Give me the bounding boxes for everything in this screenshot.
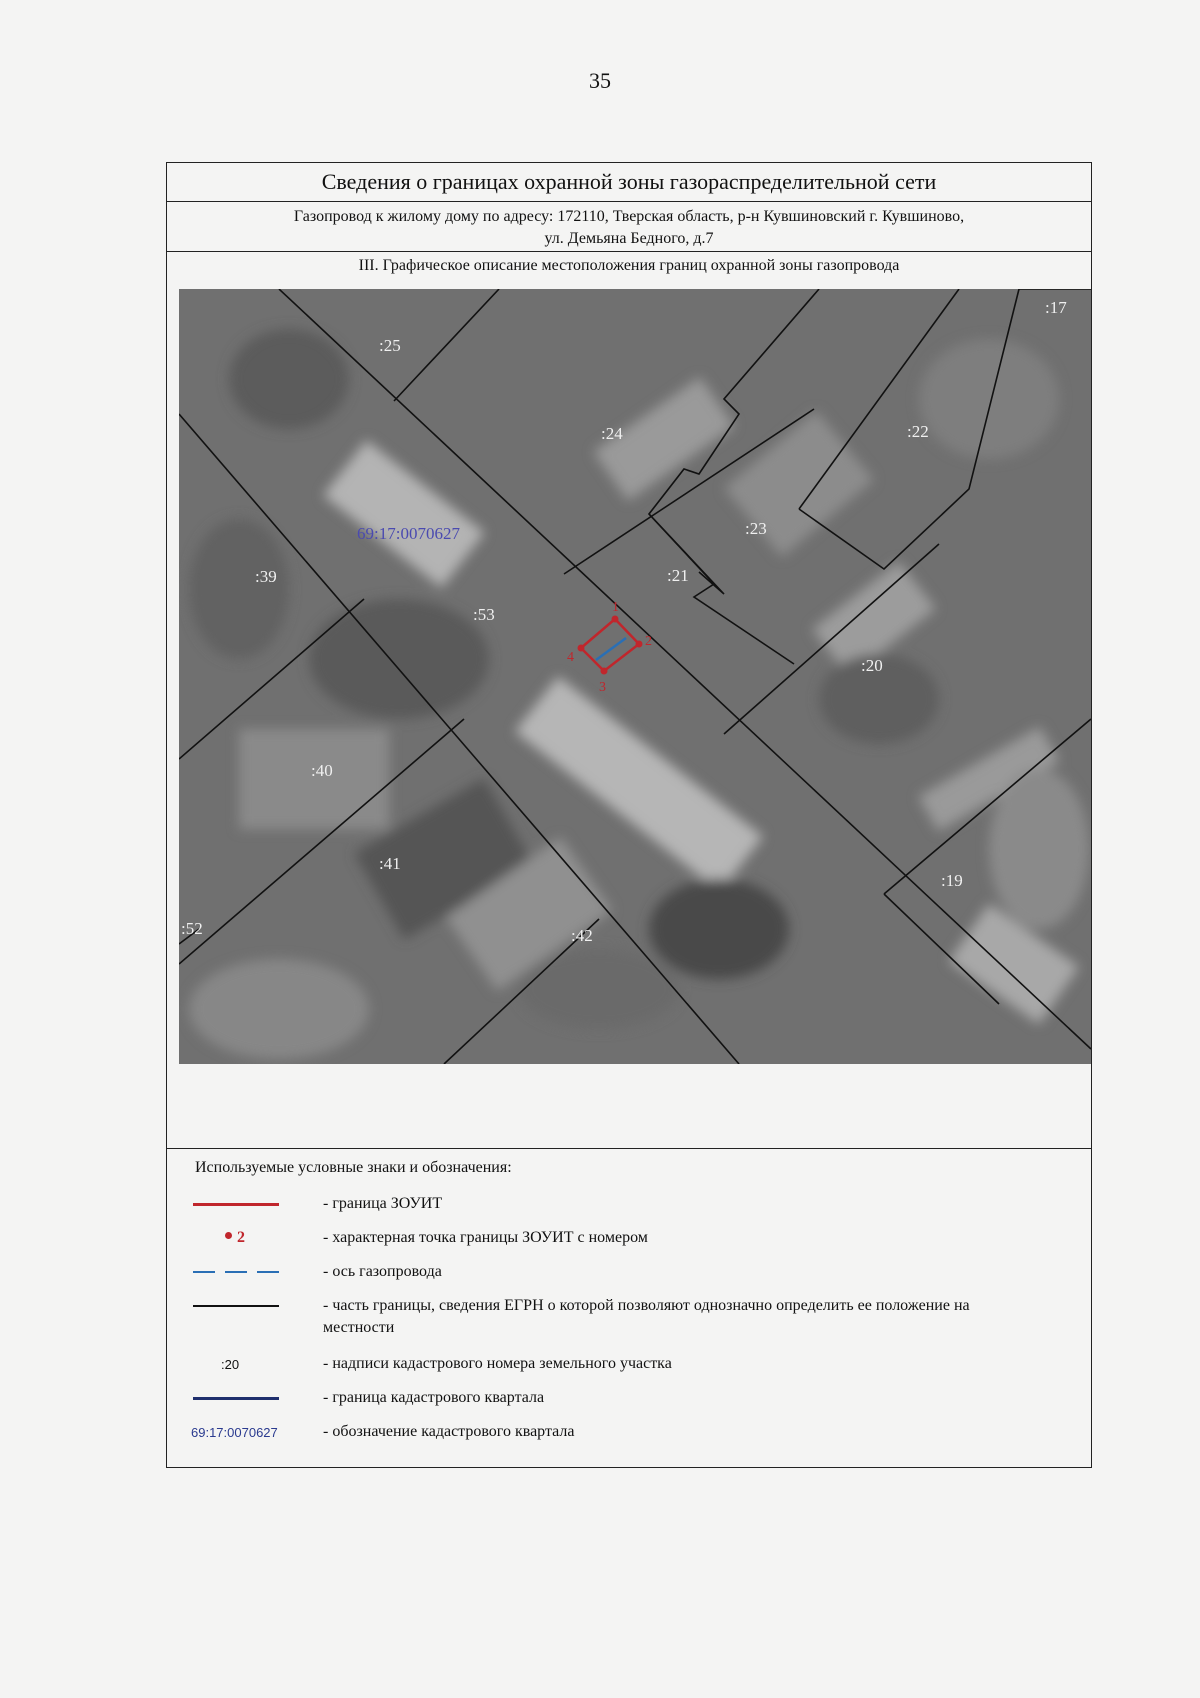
- navy-line-symbol: [191, 1387, 283, 1411]
- object-address-line2: ул. Демьяна Бедного, д.7: [544, 230, 714, 247]
- label-sample: :20: [221, 1357, 240, 1372]
- cadastral-map: [179, 289, 1091, 1064]
- parcel-label: :21: [667, 566, 689, 585]
- object-description: [167, 202, 1091, 252]
- zone-point-3: [601, 668, 608, 675]
- aerial-photo: [179, 289, 1091, 1064]
- legend-item-text: - граница кадастрового квартала: [323, 1389, 545, 1406]
- quarter-label-sample: 69:17:0070627: [191, 1425, 278, 1440]
- zone-point-4: [578, 645, 585, 652]
- zone-point-1: [612, 616, 619, 623]
- page-number: 35: [589, 68, 611, 93]
- parcel-label: :22: [907, 422, 929, 441]
- point-symbol: [191, 1227, 283, 1251]
- document-frame: [166, 162, 1092, 1468]
- parcel-label: :53: [473, 605, 495, 624]
- zone-point-label: 1: [612, 600, 619, 615]
- parcel-label: :19: [941, 871, 963, 890]
- legend-title: Используемые условные знаки и обозначения:: [195, 1159, 512, 1176]
- legend-item-text: - ось газопровода: [323, 1263, 442, 1280]
- parcel-label: :25: [379, 336, 401, 355]
- parcel-label: :41: [379, 854, 401, 873]
- point-dot-icon: [225, 1232, 232, 1239]
- zone-point-label: 3: [599, 680, 606, 695]
- dashed-blue-line-symbol: [191, 1261, 283, 1285]
- cadastral-quarter-label: 69:17:0070627: [357, 524, 460, 543]
- red-line-symbol: [191, 1193, 283, 1217]
- legend-item-text: - характерная точка границы ЗОУИТ с номером: [323, 1229, 648, 1246]
- map-canvas: [179, 289, 1091, 1064]
- parcel-label: :39: [255, 567, 277, 586]
- legend-item-text: - граница ЗОУИТ: [323, 1195, 443, 1212]
- parcel-label: :17: [1045, 298, 1067, 317]
- legend-item-text: - обозначение кадастрового квартала: [323, 1423, 575, 1440]
- zone-point-label: 2: [645, 634, 652, 649]
- parcel-label: :23: [745, 519, 767, 538]
- parcel-label: :52: [181, 919, 203, 938]
- legend: [167, 1149, 1091, 1467]
- parcel-label: :42: [571, 926, 593, 945]
- object-address-line1: Газопровод к жилому дому по адресу: 172110, Тверская область, р-н Кувшиновский г. Кувшиново,: [293, 208, 965, 225]
- document-title: Сведения о границах охранной зоны газораспределительной сети: [167, 163, 1091, 202]
- parcel-label: :20: [861, 656, 883, 675]
- label-symbol: [191, 1353, 283, 1377]
- black-line-symbol: [191, 1295, 283, 1319]
- zone-point-label: 4: [567, 650, 574, 665]
- parcel-label: :24: [601, 424, 623, 443]
- quarter-label-symbol: [191, 1421, 283, 1445]
- point-number: 2: [237, 1229, 245, 1246]
- legend-item-text: - надписи кадастрового номера земельного участка: [323, 1355, 672, 1372]
- section-heading: III. Графическое описание местоположения границ охранной зоны газопровода: [358, 257, 900, 274]
- parcel-label: :40: [311, 761, 333, 780]
- legend-item-text: - часть границы, сведения ЕГРН о которой позволяют однозначно определить ее положение на местности: [323, 1297, 970, 1336]
- zone-point-2: [636, 641, 643, 648]
